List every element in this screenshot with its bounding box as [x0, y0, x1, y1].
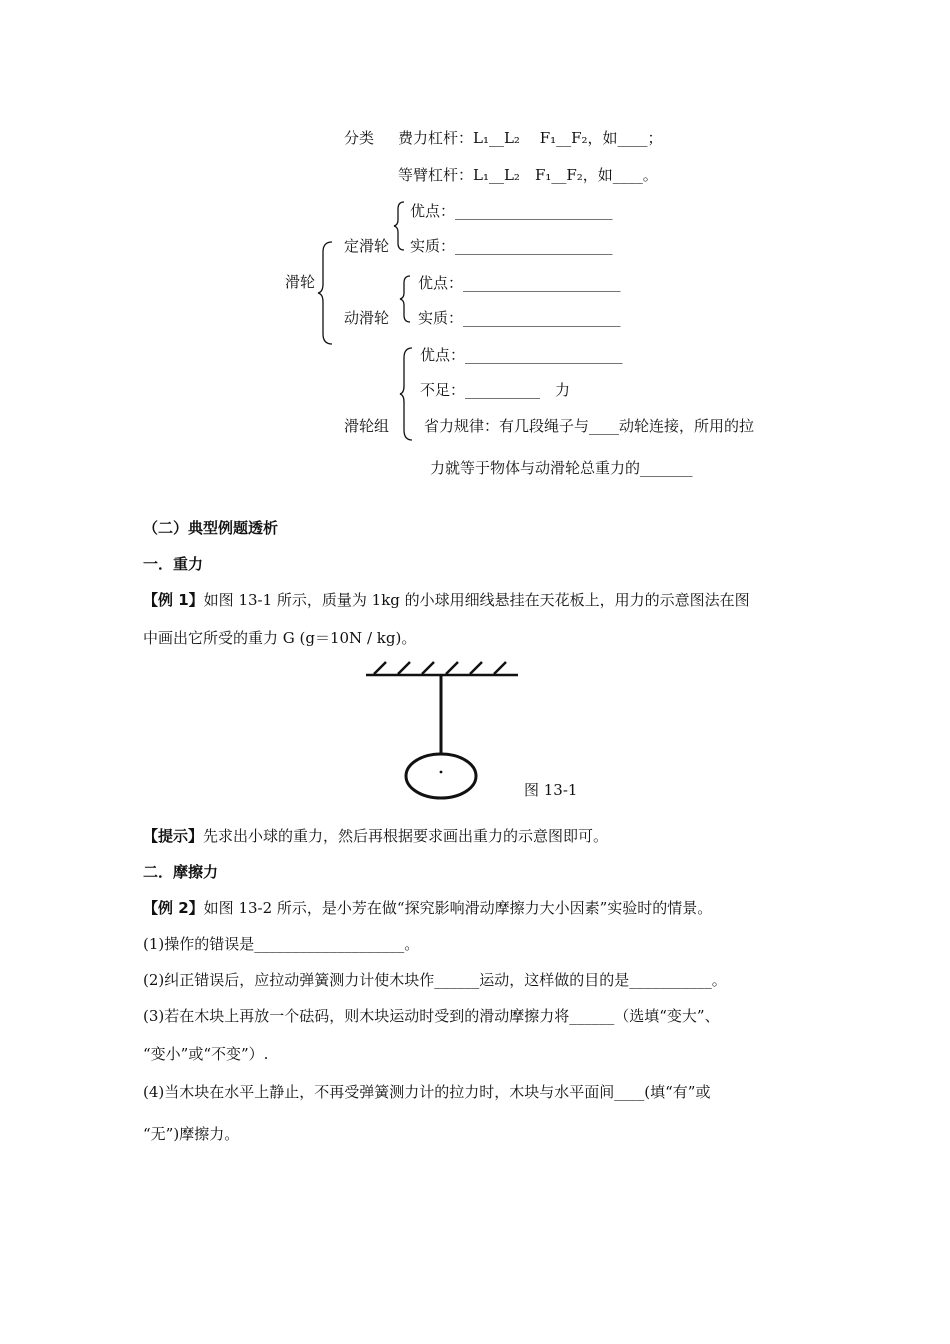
example1-tag: 【例 1】: [143, 591, 204, 609]
example2-line: [143, 898, 712, 918]
ceiling-hatching: [374, 662, 506, 674]
movable-pulley-brace: [400, 274, 412, 324]
pulley-label: 滑轮: [285, 273, 316, 291]
fixed-pulley-essence: 实质：_____________________: [410, 237, 613, 255]
pulley-brace: [318, 240, 334, 346]
pulley-group-shortcoming: 不足：__________ 力: [420, 381, 571, 399]
section-title: （二）典型例题透析: [143, 519, 279, 537]
pulley-group-label: 滑轮组: [344, 417, 390, 435]
hint-tag: 【提示】: [143, 827, 204, 845]
ball-center-dot: [440, 771, 443, 774]
pulley-group-brace: [400, 346, 414, 442]
movable-pulley-essence: 实质：_____________________: [418, 309, 621, 327]
hint-text: 先求出小球的重力，然后再根据要求画出重力的示意图即可。: [203, 827, 609, 845]
question-3-line1: (3)若在木块上再放一个砝码，则木块运动时受到的滑动摩擦力将______（选填“变大”、: [143, 1007, 720, 1025]
example2-tag: 【例 2】: [143, 899, 204, 917]
example1-line2: 中画出它所受的重力 G (g＝10N / kg)。: [143, 629, 417, 647]
fixed-pulley-advantage: 优点：_____________________: [410, 202, 613, 220]
fixed-pulley-label: 定滑轮: [344, 237, 390, 255]
pulley-group-advantage: 优点：_____________________: [420, 346, 623, 364]
dengbi-lever-line: 等臂杠杆：L₁__L₂ F₁__F₂，如____。: [398, 166, 658, 184]
feili-lever-line: 费力杠杆：L₁__L₂ F₁__F₂，如____；: [398, 129, 663, 147]
example2-text: 如图 13-2 所示，是小芳在做“探究影响滑动摩擦力大小因素”实验时的情景。: [203, 899, 713, 917]
part2-heading: 二．摩擦力: [143, 863, 219, 881]
pulley-group-rule-line2: 力就等于物体与动滑轮总重力的_______: [430, 459, 693, 477]
fixed-pulley-brace: [394, 200, 406, 252]
movable-pulley-label: 动滑轮: [344, 309, 390, 327]
example1-text: 如图 13-1 所示，质量为 1kg 的小球用细线悬挂在天花板上，用力的示意图法在图: [203, 591, 750, 609]
part1-heading: 一．重力: [143, 555, 204, 573]
question-2: (2)纠正错误后，应拉动弹簧测力计使木块作______运动，这样做的目的是___________。: [143, 971, 727, 989]
pulley-group-rule-line1: 省力规律：有几段绳子与____动轮连接，所用的拉: [424, 417, 755, 435]
question-4-line2: “无”)摩擦力。: [143, 1125, 240, 1143]
question-4-line1: (4)当木块在水平上静止，不再受弹簧测力计的拉力时，木块与水平面间____(填“有”或: [143, 1083, 711, 1101]
example1-line1: [143, 590, 750, 610]
question-3-line2: “变小”或“不变”）.: [143, 1045, 269, 1063]
ball: [406, 754, 476, 798]
movable-pulley-advantage: 优点：_____________________: [418, 274, 621, 292]
figure-13-1: [360, 658, 530, 798]
classify-label: 分类: [344, 129, 375, 147]
figure-caption: 图 13-1: [524, 781, 578, 799]
hint-line: [143, 826, 608, 846]
question-1: (1)操作的错误是____________________。: [143, 935, 420, 953]
